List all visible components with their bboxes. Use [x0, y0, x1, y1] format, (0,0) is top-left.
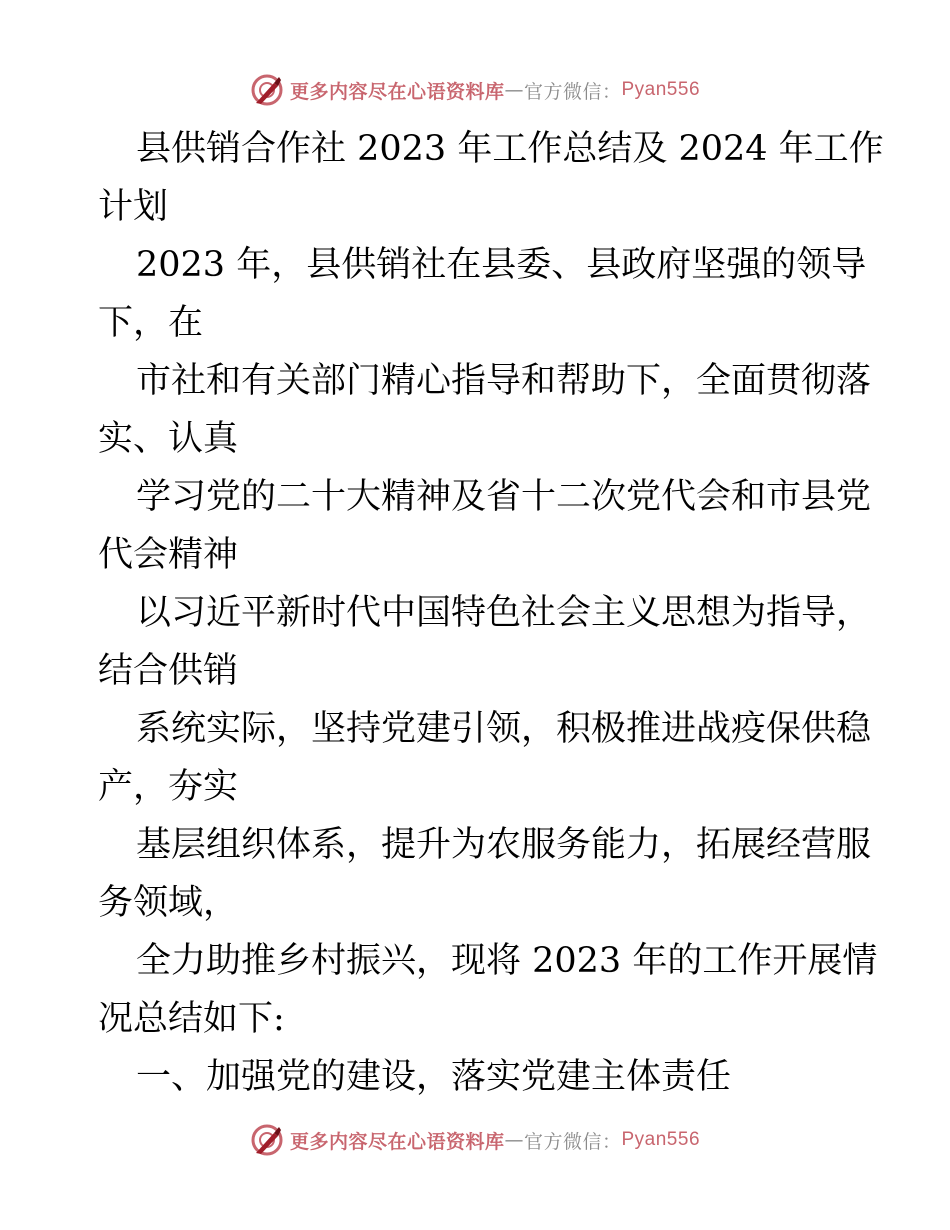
- paragraph-line: 况总结如下:: [98, 999, 285, 1039]
- paragraph-line: 全力助推乡村振兴，现将 2023 年的工作开展情: [136, 941, 878, 981]
- paragraph-line: 以习近平新时代中国特色社会主义思想为指导，: [136, 593, 872, 633]
- watermark-separator: —: [504, 1129, 524, 1151]
- watermark-header: [0, 70, 950, 110]
- paragraph-line: 产，夯实: [98, 767, 239, 807]
- watermark-separator: —: [504, 79, 524, 101]
- watermark-contact-id: Pyan556: [621, 1129, 701, 1150]
- document-title-cont: 计划: [98, 187, 169, 227]
- watermark-main-text: 更多内容尽在心语资料库: [289, 1130, 505, 1153]
- pen-logo-icon: [250, 73, 284, 107]
- paragraph-line: 实、认真: [98, 419, 239, 459]
- paragraph-line: 2023 年，县供销社在县委、县政府坚强的领导: [136, 245, 867, 285]
- watermark-contact-text: 官方微信：: [523, 80, 622, 103]
- paragraph-line: 结合供销: [98, 651, 239, 691]
- paragraph-line: 基层组织体系，提升为农服务能力，拓展经营服: [136, 825, 872, 865]
- watermark-main-text: 更多内容尽在心语资料库: [289, 80, 505, 103]
- pen-logo-icon: [250, 1123, 284, 1157]
- paragraph-line: 市社和有关部门精心指导和帮助下，全面贯彻落: [136, 361, 872, 401]
- paragraph-line: 学习党的二十大精神及省十二次党代会和市县党: [136, 477, 872, 517]
- document-body: [98, 120, 884, 1106]
- watermark-contact-id: Pyan556: [621, 79, 701, 100]
- paragraph-line: 下，在: [98, 303, 204, 343]
- section-heading: 一、加强党的建设，落实党建主体责任: [136, 1057, 732, 1097]
- document-title: 县供销合作社 2023 年工作总结及 2024 年工作: [136, 129, 884, 169]
- paragraph-line: 系统实际，坚持党建引领，积极推进战疫保供稳: [136, 709, 872, 749]
- paragraph-line: 务领域，: [98, 883, 239, 923]
- paragraph-line: 代会精神: [98, 535, 239, 575]
- watermark-contact-text: 官方微信：: [523, 1130, 622, 1153]
- watermark-footer: [0, 1120, 950, 1160]
